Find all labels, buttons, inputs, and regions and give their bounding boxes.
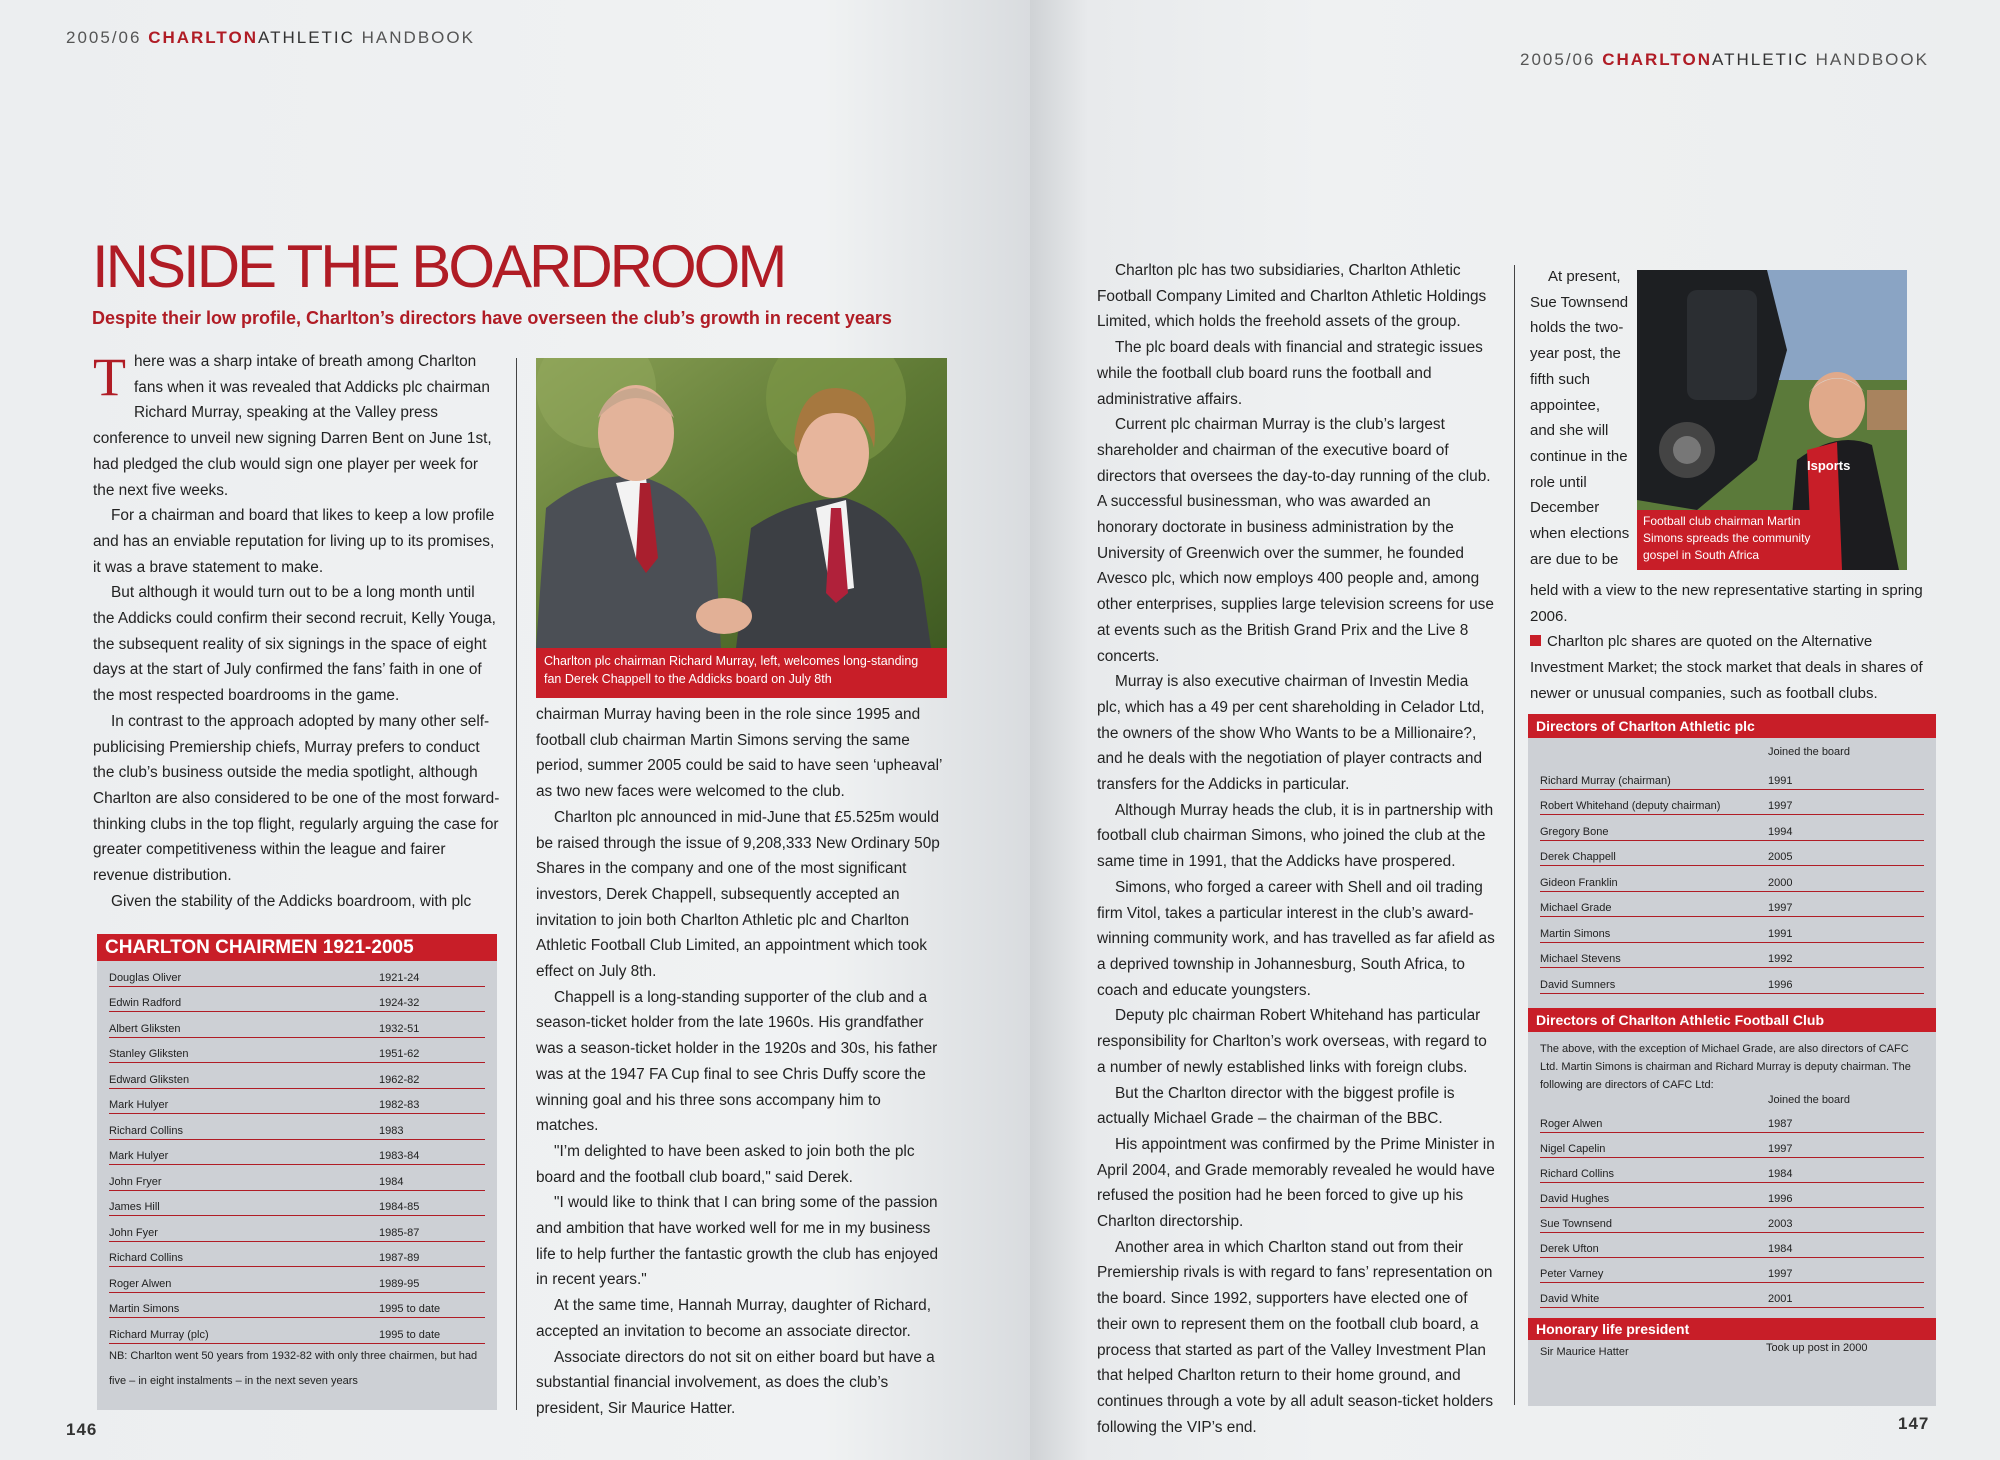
row-value: 1921-24 [379, 971, 420, 984]
row-value: 1962-82 [379, 1073, 420, 1086]
running-header [66, 28, 475, 48]
row-value: 1996 [1768, 1192, 1793, 1205]
row-value: 1984 [1768, 1167, 1793, 1180]
handshake-photo-image [536, 358, 947, 648]
row-value: 1924-32 [379, 997, 420, 1009]
photo-caption: Football club chairman Martin Simons spreads the community gospel in South Africa [1637, 510, 1837, 570]
table-row [109, 1140, 485, 1166]
paragraph: Another area in which Charlton stand out from their Premiership rivals is with regard to fans’ representation on the board. Since 1992, supporters have elected one of their own to represent them on the football club board, a process that started as part of the Valley Investment Plan that helped Charlton return to their home ground, and continues through a vote by all adult season-ticket holders following the VIP’s end. [1097, 1238, 1494, 1436]
table-row [1540, 1233, 1924, 1258]
row-name: Gideon Franklin [1540, 876, 1618, 889]
row-name: Edward Gliksten [109, 1073, 190, 1086]
row-name: Richard Murray (plc) [109, 1328, 209, 1341]
plc-rows [1528, 764, 1936, 994]
table-row [109, 1089, 485, 1115]
photo-caption: Charlton plc chairman Richard Murray, left, welcomes long-standing fan Derek Chappell to the Addicks board on July 8th [536, 648, 947, 698]
right-page [1030, 0, 2000, 1460]
fc-intro: The above, with the exception of Michael Grade, are also directors of CAFC Ltd. Martin Simons is chairman and Richard Murray is deputy chairman. The following are directors of CAFC Ltd: [1540, 1042, 1911, 1091]
wrap-line: year post, the [1530, 345, 1621, 363]
paragraph: here was a sharp intake of breath among Charlton fans when it was revealed that Addicks plc chairman Richard Murray, speaking at the Valley press conference to unveil new signing Darren Bent on June 1st, had pledged the club would sign one player per week for the next five weeks. [93, 353, 492, 499]
row-name: Richard Collins [109, 1124, 183, 1137]
header-handbook: HANDBOOK [1815, 50, 1929, 69]
row-name: Douglas Oliver [109, 971, 182, 984]
wrap-line: At present, [1548, 268, 1621, 285]
row-name: Stanley Gliksten [109, 1048, 189, 1060]
row-value: 1989-95 [379, 1277, 420, 1290]
left-column-1 [93, 349, 500, 914]
paragraph: Simons, who forged a career with Shell and oil trading firm Vitol, takes a particular interest in the club’s award-winning community work, and has travelled as far afield as a deprived township in Johannesburg, South Africa, to coach and educate youngsters. [1097, 878, 1495, 999]
table-row [109, 1293, 485, 1319]
row-value: 1983-84 [379, 1150, 420, 1162]
header-club: CHARLTON [148, 28, 258, 47]
row-name: Albert Gliksten [109, 1022, 181, 1035]
chairmen-rows [97, 961, 497, 1344]
row-value: 1997 [1768, 902, 1793, 914]
row-name: Robert Whitehand (deputy chairman) [1540, 800, 1721, 812]
table-row [109, 1242, 485, 1268]
wrap-line: December [1530, 499, 1600, 517]
row-name: David Hughes [1540, 1192, 1610, 1205]
row-value: 1932-51 [379, 1022, 420, 1035]
honorary-title: Honorary life president [1528, 1318, 1936, 1340]
table-row [109, 1012, 485, 1038]
paragraph: His appointment was confirmed by the Prime Minister in April 2004, and Grade memorably revealed he would have refused the position had he been forced to give up his Charlton directorship. [1097, 1135, 1495, 1231]
right-column-1 [1097, 258, 1495, 1440]
row-value: 1951-62 [379, 1048, 420, 1060]
table-row [1540, 1108, 1924, 1133]
row-name: Gregory Bone [1540, 825, 1609, 838]
row-value: 1987 [1768, 1117, 1793, 1130]
chairmen-table [97, 934, 497, 1410]
row-name: Nigel Capelin [1540, 1142, 1606, 1155]
table-row [1540, 892, 1924, 918]
column-rule [516, 358, 517, 1410]
wrap-line: are due to be [1530, 550, 1619, 568]
wrap-line: fifth such [1530, 370, 1591, 388]
right-column-2-wrap [1530, 264, 1630, 572]
photo-handshake [536, 358, 947, 648]
row-name: Mark Hulyer [109, 1150, 169, 1162]
row-name: James Hill [109, 1201, 160, 1213]
table-row [109, 1114, 485, 1140]
drop-cap: T [93, 347, 126, 407]
article-title: INSIDE THE BOARDROOM [92, 233, 785, 300]
header-athletic: ATHLETIC [258, 28, 355, 47]
row-value: 1982-83 [379, 1099, 420, 1111]
row-value: 1997 [1768, 1142, 1793, 1155]
running-header [1520, 50, 1929, 70]
table-row [109, 1318, 485, 1344]
table-row [1540, 866, 1924, 892]
table-row [109, 1267, 485, 1293]
row-name: Martin Simons [109, 1303, 180, 1315]
row-value: 1985-87 [379, 1226, 420, 1239]
row-value: 2005 [1768, 851, 1793, 863]
table-row [109, 1191, 485, 1217]
table-row [1540, 943, 1924, 969]
row-name: David White [1540, 1292, 1600, 1305]
row-value: 1997 [1768, 1267, 1793, 1280]
paragraph: But although it would turn out to be a long month until the Addicks could confirm their second recruit, Kelly Youga, the subsequent reality of six signings in the space of eight days at the start of July confirmed the fans’ faith in one of the most respected boardrooms in the game. [93, 584, 496, 705]
paragraph: chairman Murray having been in the role since 1995 and football club chairman Martin Simons serving the same period, summer 2005 could be said to have seen ‘upheaval’ as two new faces were welcomed to the club. [536, 706, 942, 801]
row-value: 1991 [1768, 774, 1793, 787]
paragraph: Chappell is a long-standing supporter of the club and a season-ticket holder from the late 1960s. His grandfather was a season-ticket holder in the 1920s and 30s, his father was at the 1947 FA Cup final to see Chris Duffy score the winning goal and his three sons accompany him to matches. [536, 988, 938, 1135]
row-name: Derek Chappell [1540, 851, 1616, 863]
wrap-line: when elections [1530, 525, 1630, 543]
paragraph: held with a view to the new representative starting in spring 2006. [1530, 582, 1923, 625]
paragraph: Associate directors do not sit on either board but have a substantial financial involvement, as does the club’s president, Sir Maurice Hatter. [536, 1348, 935, 1417]
row-name: John Fryer [109, 1175, 162, 1188]
row-name: Roger Alwen [1540, 1117, 1603, 1130]
shirt-logo: Isports [1807, 458, 1851, 473]
paragraph: The plc board deals with financial and strategic issues while the football club board runs the football and administrative affairs. [1097, 339, 1483, 408]
table-row [1540, 1283, 1924, 1308]
paragraph: At the same time, Hannah Murray, daughter of Richard, accepted an invitation to become an associate director. [536, 1297, 931, 1340]
row-name: Richard Collins [1540, 1167, 1614, 1180]
plc-table-title: Directors of Charlton Athletic plc [1528, 714, 1936, 738]
header-handbook: HANDBOOK [361, 28, 475, 47]
paragraph: Current plc chairman Murray is the club’s largest shareholder and chairman of the executive board of directors that oversees the day-to-day running of the club. A successful businessman, who was awarded an honorary doctorate in business administration by the University of Greenwich over the summer, he founded Avesco plc, which now employs 400 people and, among other enterprises, supplies large television screens for use at events such as the British Grand Prix and the Live 8 concerts. [1097, 416, 1494, 665]
square-bullet-icon [1530, 635, 1541, 646]
paragraph: Charlton plc has two subsidiaries, Charlton Athletic Football Company Limited and Charlton Athletic Holdings Limited, which holds the freehold assets of the group. [1097, 262, 1487, 331]
paragraph: "I’m delighted to have been asked to join both the plc board and the football club board," said Derek. [536, 1142, 915, 1186]
table-row [109, 961, 485, 987]
row-value: 2003 [1768, 1217, 1793, 1230]
wrap-line: appointee, [1530, 396, 1601, 414]
standfirst: Despite their low profile, Charlton’s directors have overseen the club’s growth in recent years [92, 308, 892, 328]
row-value: 1987-89 [379, 1252, 420, 1264]
table-row [109, 987, 485, 1013]
row-value: 1994 [1768, 825, 1793, 838]
paragraph: Charlton plc shares are quoted on the Alternative Investment Market; the stock market that deals in shares of newer or unusual companies, such as football clubs. [1530, 633, 1923, 702]
row-value: 2000 [1768, 876, 1793, 889]
row-value: 1995 to date [379, 1328, 441, 1341]
page-number: 146 [66, 1420, 98, 1439]
chairmen-table-title: CHARLTON CHAIRMEN 1921-2005 [97, 934, 497, 961]
fc-col-header-row [1528, 1094, 1936, 1108]
paragraph: Given the stability of the Addicks boardroom, with plc [111, 892, 472, 910]
table-row [1540, 1158, 1924, 1183]
header-year: 2005/06 [1520, 50, 1596, 69]
row-value: 2001 [1768, 1292, 1793, 1305]
table-row [1540, 1258, 1924, 1283]
paragraph: But the Charlton director with the biggest profile is actually Michael Grade – the chairman of the BBC. [1097, 1084, 1455, 1128]
paragraph: Although Murray heads the club, it is in partnership with football club chairman Simons, who joined the club at the same time in 1991, that the Addicks have prospered. [1097, 801, 1494, 871]
wrap-line: holds the two- [1530, 319, 1624, 337]
table-row [1540, 1183, 1924, 1208]
plc-col-header-row [1528, 738, 1936, 764]
row-name: Richard Collins [109, 1252, 183, 1264]
row-value: 1984 [379, 1175, 404, 1188]
directors-tables [1528, 714, 1936, 1406]
row-name: John Fyer [109, 1226, 158, 1239]
row-value: 1984-85 [379, 1201, 420, 1213]
honorary-name: Sir Maurice Hatter [1540, 1345, 1629, 1358]
row-name: Derek Ufton [1540, 1242, 1599, 1255]
row-name: Richard Murray (chairman) [1540, 774, 1671, 787]
page-number: 147 [1898, 1414, 1930, 1433]
row-name: Martin Simons [1540, 927, 1611, 940]
header-year: 2005/06 [66, 28, 142, 47]
plc-col-header: Joined the board [1768, 746, 1850, 758]
row-name: Sue Townsend [1540, 1217, 1612, 1230]
column-rule [1514, 265, 1515, 1405]
fc-table-title: Directors of Charlton Athletic Football Club [1528, 1008, 1936, 1032]
paragraph: Deputy plc chairman Robert Whitehand has particular responsibility for Charlton’s work overseas, with regard to a number of newly established links with foreign clubs. [1097, 1007, 1487, 1076]
table-row [1540, 764, 1924, 790]
wrap-line: role until [1530, 473, 1587, 491]
row-name: Peter Varney [1540, 1267, 1604, 1280]
left-column-2 [536, 702, 946, 1422]
row-value: 1991 [1768, 927, 1793, 940]
row-value: 1996 [1768, 978, 1793, 991]
wrap-line: and she will [1530, 422, 1609, 440]
row-value: 1997 [1768, 800, 1793, 812]
fc-rows [1528, 1108, 1936, 1308]
table-row [1540, 790, 1924, 816]
row-value: 1992 [1768, 953, 1793, 965]
row-value: 1995 to date [379, 1303, 441, 1315]
paragraph: Charlton plc announced in mid-June that £5.525m would be raised through the issue of 9,208,333 New Ordinary 50p Shares in the company and one of the most significant investors, Derek Chappell, subsequently accepted an invitation to join both Charlton Athletic plc and Charlton Athletic Football Club Limited, an appointment which took effect on July 8th. [536, 808, 940, 981]
table-row [109, 1038, 485, 1064]
row-name: Edwin Radford [109, 997, 182, 1009]
right-column-2 [1530, 578, 1940, 707]
row-value: 1983 [379, 1124, 404, 1137]
wrap-line: continue in the [1530, 447, 1628, 465]
table-row [109, 1063, 485, 1089]
paragraph: "I would like to think that I can bring some of the passion and ambition that have worked well for me in my business life to help further the fantastic growth the club has enjoyed in recent years." [536, 1194, 939, 1289]
header-club: CHARLTON [1602, 50, 1712, 69]
table-row [109, 1165, 485, 1191]
row-name: Michael Stevens [1540, 953, 1621, 965]
table-row [1540, 815, 1924, 841]
table-row [1540, 1133, 1924, 1158]
row-name: Michael Grade [1540, 902, 1612, 914]
row-name: Roger Alwen [109, 1277, 172, 1290]
chairmen-note: NB: Charlton went 50 years from 1932-82 with only three chairmen, but had five – in eight instalments – in the next seven years [109, 1349, 478, 1387]
wrap-line: Sue Townsend [1530, 293, 1629, 311]
honorary-row [1528, 1340, 1936, 1362]
paragraph: In contrast to the approach adopted by many other self-publicising Premiership chiefs, Murray prefers to conduct the club’s business outside the media spotlight, although Charlton are also considered to be one of the most forward-thinking clubs in the top flight, regularly arguing the case for greater competitiveness within the league and fairer revenue distribution. [93, 712, 500, 885]
honorary-note: Took up post in 2000 [1766, 1341, 1868, 1354]
table-row [1540, 1208, 1924, 1233]
table-row [1540, 968, 1924, 994]
fc-col-header: Joined the board [1768, 1093, 1850, 1106]
paragraph: Murray is also executive chairman of Investin Media plc, which has a 49 per cent shareholding in Celador Ltd, the owners of the show Who Wants to be a Millionaire?, and he deals with the negotiation of player contracts and transfers for the Addicks in particular. [1097, 673, 1485, 794]
row-name: Mark Hulyer [109, 1099, 169, 1111]
row-value: 1984 [1768, 1242, 1793, 1255]
table-row [109, 1216, 485, 1242]
paragraph: For a chairman and board that likes to keep a low profile and has an enviable reputation for living up to its promises, it was a brave statement to make. [93, 507, 495, 576]
row-name: David Sumners [1540, 978, 1616, 991]
header-athletic: ATHLETIC [1712, 50, 1809, 69]
table-row [1540, 917, 1924, 943]
table-row [1540, 841, 1924, 867]
